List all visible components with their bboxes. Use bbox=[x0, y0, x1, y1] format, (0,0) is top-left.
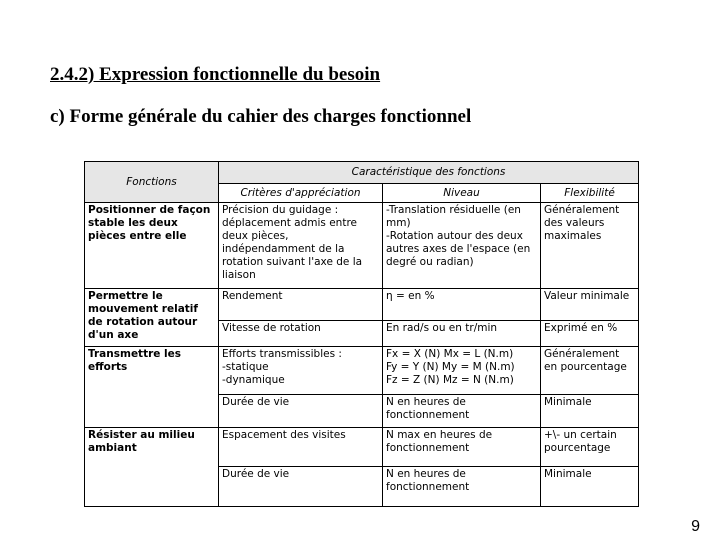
cell-flexibilite: Minimale bbox=[541, 395, 639, 428]
cell-critere: Rendement bbox=[219, 289, 383, 321]
section-heading: 2.4.2) Expression fonctionnelle du besoin bbox=[50, 64, 381, 85]
table-row bbox=[85, 203, 639, 289]
cell-critere: Durée de vie bbox=[219, 467, 383, 507]
cell-flexibilite: Valeur minimale bbox=[541, 289, 639, 321]
cell-fonction: Permettre le mouvement relatif de rotation autour d'un axe bbox=[85, 289, 219, 347]
cell-niveau: η = en % bbox=[383, 289, 541, 321]
cell-critere: Durée de vie bbox=[219, 395, 383, 428]
cell-fonction: Résister au milieu ambiant bbox=[85, 428, 219, 507]
header-caracteristique: Caractéristique des fonctions bbox=[219, 162, 639, 184]
header-flexibilite: Flexibilité bbox=[541, 184, 639, 203]
cell-critere: Espacement des visites bbox=[219, 428, 383, 467]
cell-critere: Précision du guidage : déplacement admis entre deux pièces, indépendamment de la rotation suivant l'axe de la liaison bbox=[219, 203, 383, 289]
header-fonctions: Fonctions bbox=[85, 162, 219, 203]
functional-spec-table bbox=[84, 161, 639, 507]
table-row bbox=[85, 289, 639, 321]
cell-fonction: Transmettre les efforts bbox=[85, 347, 219, 428]
page-number: 9 bbox=[691, 518, 700, 535]
cell-flexibilite: Minimale bbox=[541, 467, 639, 507]
table-row bbox=[85, 428, 639, 467]
cell-flexibilite: Généralement en pourcentage bbox=[541, 347, 639, 395]
table-row bbox=[85, 347, 639, 395]
header-niveau: Niveau bbox=[383, 184, 541, 203]
header-criteres: Critères d'appréciation bbox=[219, 184, 383, 203]
cell-niveau: En rad/s ou en tr/min bbox=[383, 321, 541, 347]
cell-flexibilite: +\- un certain pourcentage bbox=[541, 428, 639, 467]
cell-flexibilite: Exprimé en % bbox=[541, 321, 639, 347]
cell-niveau: N en heures de fonctionnement bbox=[383, 395, 541, 428]
cell-niveau: Fx = X (N) Mx = L (N.m) Fy = Y (N) My = M (N.m) Fz = Z (N) Mz = N (N.m) bbox=[383, 347, 541, 395]
cell-niveau: -Translation résiduelle (en mm) -Rotation autour des deux autres axes de l'espace (en degré ou radian) bbox=[383, 203, 541, 289]
cell-critere: Efforts transmissibles : -statique -dynamique bbox=[219, 347, 383, 395]
subsection-heading: c) Forme générale du cahier des charges fonctionnel bbox=[50, 106, 472, 127]
cell-niveau: N max en heures de fonctionnement bbox=[383, 428, 541, 467]
table-header-row-1 bbox=[85, 162, 639, 184]
cell-flexibilite: Généralement des valeurs maximales bbox=[541, 203, 639, 289]
cell-niveau: N en heures de fonctionnement bbox=[383, 467, 541, 507]
cell-critere: Vitesse de rotation bbox=[219, 321, 383, 347]
cell-fonction: Positionner de façon stable les deux pièces entre elle bbox=[85, 203, 219, 289]
